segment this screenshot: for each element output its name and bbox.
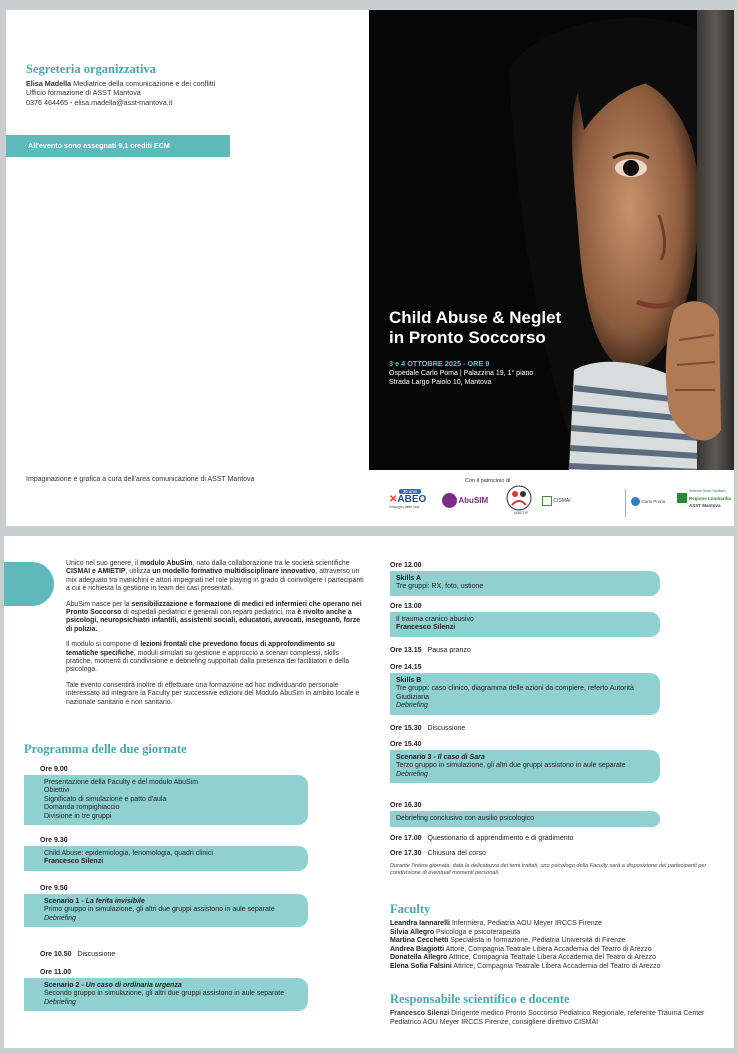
slot-time-row [390, 850, 486, 857]
slot-900 [24, 766, 308, 825]
abeo-name [389, 494, 433, 505]
slot-line: Domanda rompighiaccio [44, 804, 120, 812]
intro-p3-bold: lezioni frontali che prevedono focus di approfondimento su tematiche specifiche [66, 641, 335, 657]
scenario-label: Scenario 2 - [44, 982, 86, 989]
faculty-role: Attrice, Compagnia Teatrale Libera Accademia del Teatro di Arezzo [447, 954, 657, 961]
cismai-icon [542, 496, 552, 506]
slot-line: Tre gruppi: caso clinico, diagramma delle azioni da compiere, referto Autorità Giudiziaria [396, 685, 634, 701]
faculty-name: Silvia Allegro [390, 928, 435, 936]
intro-p2-text: di ospedali pediatrici e generali con reparti pediatrici, ma [121, 609, 298, 617]
slot-box [390, 571, 660, 596]
intro-p1-bold: CISMAI e AMIETIP [66, 568, 126, 576]
slot-debriefing: Debriefing [44, 998, 76, 1006]
faculty-member [390, 963, 730, 972]
slot-time: Ore 16.30 [390, 802, 422, 809]
brochure-cover [6, 10, 734, 526]
amietip-emblem-icon [506, 485, 532, 511]
contact-office: Ufficio formazione di ASST Mantova [26, 88, 141, 98]
slot-box [24, 894, 308, 927]
intro-p1-bold: un modello formativo multidisciplinare innovativo [152, 568, 316, 576]
slot-line: Skills B [396, 677, 422, 684]
slot-line: Presentazione della Faculty e del modulo AbuSim [44, 779, 199, 786]
scenario-label: Scenario 1 - [44, 898, 86, 905]
slot-time: Ore 17.30 [390, 850, 422, 857]
scenario-name: Il caso di Sara [437, 754, 485, 761]
slot-time: Ore 14.15 [390, 664, 422, 671]
abeo-x-icon: ✕ [389, 494, 398, 505]
intro-p2-bold: è rivolto anche a psicologi, neuropsichiatri infantili, assistenti sociali, educatori, avvocati, insegnanti, forze di polizia. [66, 609, 361, 633]
slot-1530 [390, 725, 465, 732]
psychologist-note: Durante l'intera giornata, data la delicatezza dei temi trattati, uno psicologo della Faculty sarà a disposizione dei partecipanti per condivisione di eventuali momenti personali. [390, 863, 707, 876]
sponsor-logos [389, 485, 734, 521]
slot-time-row [40, 951, 115, 958]
cismai-logo [542, 496, 571, 506]
faculty-member [390, 920, 730, 929]
slot-time-row [390, 725, 465, 732]
slot-label: Pausa pranzo [427, 647, 471, 654]
intro-p1-text: , nato dalla collaborazione tra le società scientifiche [192, 560, 350, 567]
slot-box [390, 750, 660, 783]
slot-time: Ore 17.00 [390, 835, 422, 842]
carlo-poma-logo [631, 497, 665, 506]
slot-box [390, 612, 660, 637]
slot-line: Skills A [396, 575, 422, 582]
abeo-subtitle: il bisogno delle voci [389, 505, 420, 509]
slot-1415 [390, 664, 660, 715]
slot-950 [24, 885, 308, 927]
regione-lombardia-logo [677, 489, 733, 508]
slot-1200 [390, 562, 660, 596]
cismai-name: CISMAI [553, 498, 571, 504]
slot-1315 [390, 647, 471, 654]
responsabile-role: Dirigente medico Pronto Soccorso Pediatrico Regionale, referente Trauma Center Pediatrico AOU Meyer IRCCS Firenze, consigliere direttivo CISMAI [390, 1010, 705, 1026]
faculty-member [390, 946, 730, 955]
asst-name: ASST Mantova [689, 503, 721, 508]
hero-photo [369, 10, 734, 470]
faculty-member [390, 937, 730, 946]
faculty-name: Martina Cecchetti [390, 937, 449, 944]
decorative-teal-tab [4, 562, 54, 606]
scenario-name: La ferita invisibile [85, 898, 145, 905]
hero-venue [389, 369, 533, 387]
intro-p2-bold: sensibilizzazione e formazione di medici ed infermieri che operano nei Pronto Soccorso [66, 600, 362, 617]
slot-time: Ore 13.15 [390, 647, 422, 654]
slot-scenario-title [44, 898, 302, 906]
slot-box [390, 673, 660, 715]
faculty-name: Donatella Allegro [390, 954, 448, 961]
hero-title-line1: Child Abuse & Neglet [389, 308, 562, 327]
contact-phone-email: 0376 464465 - elisa.madella@asst-mantova.it [26, 97, 173, 107]
slot-line: Child Abuse: epidemiologia, fenomologia, quadri clinici [44, 850, 213, 857]
abusim-name: AbuSIM [458, 496, 489, 505]
contact-role: Mediatrice della comunicazione e dei conflitti [71, 79, 216, 88]
child-photo-illustration [369, 10, 734, 470]
slot-time: Ore 9.00 [40, 766, 68, 773]
slot-label: Discussione [427, 725, 466, 732]
segreteria-title: Segreteria organizzativa [26, 62, 156, 76]
slot-1050 [40, 951, 115, 958]
hero-venue-line2: Strada Largo Paiolo 10, Mantova [389, 379, 492, 387]
faculty-role: Attrice, Compagnia Teatrale Libera Accademia del Teatro di Arezzo [451, 962, 661, 970]
intro-paragraph-1 [66, 560, 366, 594]
carlo-poma-icon [631, 497, 640, 506]
slot-box [390, 811, 660, 827]
abeo-anniversary: 30 anni [399, 489, 421, 494]
slot-time: Ore 12.00 [390, 562, 422, 569]
slot-line: Terzo gruppo in simulazione, gli altri due gruppi assistono in aule separate [396, 762, 626, 770]
segreteria-block [26, 62, 356, 107]
slot-time-row [390, 647, 471, 654]
intro-p2-text: AbuSim nasce per la [66, 600, 132, 608]
slot-line: Tre gruppi: RX, foto, ustione [396, 583, 484, 591]
slot-box [24, 846, 308, 871]
slot-1540 [390, 741, 660, 783]
intro-text [66, 560, 366, 714]
hero-venue-line1: Ospedale Carlo Poma | Palazzina 19, 1° piano [389, 370, 534, 377]
contact-line [26, 79, 356, 88]
faculty-role: Psicologa e psicoterapeuta [434, 928, 521, 936]
abusim-logo [442, 493, 488, 508]
slot-line: Il trauma cranico abusivo [396, 616, 474, 623]
faculty-list [390, 920, 730, 971]
slot-time: Ore 9.30 [40, 837, 68, 844]
regione-row [677, 493, 733, 503]
regione-rose-icon [677, 493, 687, 503]
faculty-title: Faculty [390, 902, 431, 916]
amietip-name: AMIETIP [513, 511, 528, 515]
slot-time-row [390, 835, 573, 842]
responsabile-name: Francesco Silenzi [390, 1010, 450, 1017]
hero-title [389, 308, 561, 348]
hero-date: 3 e 4 OTTOBRE 2025 - ORE 9 [389, 359, 490, 368]
slot-line: Obiettivi [44, 787, 70, 795]
abusim-hand-icon [442, 493, 457, 508]
slot-line: Secondo gruppo in simulazione, gli altri due gruppi assistono in aule separate [44, 990, 285, 998]
programma-title: Programma delle due giornate [24, 742, 187, 756]
slot-time: Ore 15.30 [390, 725, 422, 732]
intro-p3-text: , moduli simulati su gestione e approccio a scenari complessi, skills pratiche, momenti di condivisione e debriefing supportati dalla presenza dei facilitatori e della psicologa. [66, 649, 350, 674]
ecm-banner: All'evento sono assegnati 9,1 crediti ECM [6, 135, 230, 157]
regione-name: Regione Lombardia [689, 495, 732, 501]
faculty-role: Specialista in formazione, Pediatria Università di Firenze [448, 937, 626, 944]
slot-label: Discussione [77, 951, 116, 958]
slot-line: Divisione in tre gruppi [44, 812, 112, 820]
graphic-credits: Impaginazione e grafica a cura dell'area comunicazione di ASST Mantova [26, 476, 255, 483]
slot-debriefing: Debriefing [396, 770, 428, 778]
amietip-logo [506, 485, 536, 515]
slot-1730 [390, 850, 486, 857]
slot-time: Ore 9.50 [40, 885, 68, 892]
slot-box [24, 775, 308, 825]
logo-divider [625, 489, 626, 517]
intro-p1-bold: modulo AbuSim [139, 560, 193, 567]
hero-title-line2: in Pronto Soccorso [389, 328, 546, 347]
slot-time: Ore 15.40 [390, 741, 422, 748]
slot-line: Primo gruppo in simulazione, gli altri due gruppi assistono in aule separate [44, 906, 275, 914]
intro-p1-text: Unico nel suo genere, il [66, 560, 140, 567]
intro-p1-text: , utilizza [125, 568, 153, 576]
slot-line: Significato di simulazione e patto d'aula [44, 795, 167, 803]
slot-1300 [390, 603, 660, 637]
scenario-label: Scenario 3 - [396, 754, 438, 761]
patrocinio-label: Con il patrocinio di [465, 478, 511, 484]
scenario-name: Un caso di ordinaria urgenza [85, 982, 182, 989]
carlo-poma-name: Carlo Poma [641, 499, 666, 504]
contact-name: Elisa Madella [26, 79, 72, 88]
slot-1100 [24, 969, 308, 1011]
slot-label: Chiusura del corso [427, 850, 486, 857]
intro-paragraph-4: Tale evento consentirà inoltre di effettuare una formazione ad hoc individuando personale interessato ad integrare la Faculty per successive edizioni del Modulo AbuSim in ambito locale e nazionale sanitario e non sanitario. [66, 681, 360, 706]
brochure-inside [4, 536, 734, 1048]
responsabile-text [390, 1010, 720, 1027]
faculty-member [390, 929, 730, 938]
faculty-name: Elena Sofia Falsini [390, 962, 452, 970]
faculty-name: Leandra Iannarelli [390, 920, 450, 927]
slot-box [24, 978, 308, 1011]
intro-paragraph-2 [66, 601, 366, 635]
abeo-logo [389, 489, 433, 509]
slot-speaker: Francesco Silenzi [396, 624, 456, 632]
slot-time: Ore 10.50 [40, 951, 72, 958]
intro-paragraph-3 [66, 641, 366, 675]
slot-scenario-title [396, 754, 654, 762]
slot-930 [24, 837, 308, 871]
abeo-name-text: ABEO [397, 494, 427, 505]
slot-1630 [390, 802, 660, 827]
faculty-role: Attore, Compagnia Teatrale Libera Accademia del Teatro di Arezzo [444, 945, 652, 953]
slot-debriefing: Debriefing [44, 914, 76, 922]
faculty-member [390, 954, 730, 963]
intro-p3-text: Il modulo si compone di [66, 641, 141, 649]
slot-scenario-title [44, 982, 302, 990]
slot-debriefing: Debriefing [396, 702, 428, 710]
slot-time: Ore 13.00 [390, 603, 422, 610]
slot-line: Debriefing conclusivo con ausilio psicologico [396, 815, 535, 822]
intro-p1-text: , attraverso un mix adeguato tra manichini e attori impegnati nel role playing in grado di coinvolgere i partecipanti a cui è richiesta la gestione in team dei casi presentati. [66, 568, 364, 593]
responsabile-title: Responsabile scientifico e docente [390, 992, 570, 1006]
slot-time: Ore 11.00 [40, 969, 72, 976]
slot-speaker: Francesco Silenzi [44, 858, 104, 866]
slot-1700 [390, 835, 573, 842]
faculty-name: Andrea Biagiotti [390, 945, 445, 953]
sistema-label: Sistema Socio Sanitario [689, 489, 727, 493]
faculty-role: Infermiera, Pediatria AOU Meyer IRCCS Firenze [449, 920, 603, 927]
slot-label: Questionario di apprendimento e di gradimento [427, 835, 574, 842]
